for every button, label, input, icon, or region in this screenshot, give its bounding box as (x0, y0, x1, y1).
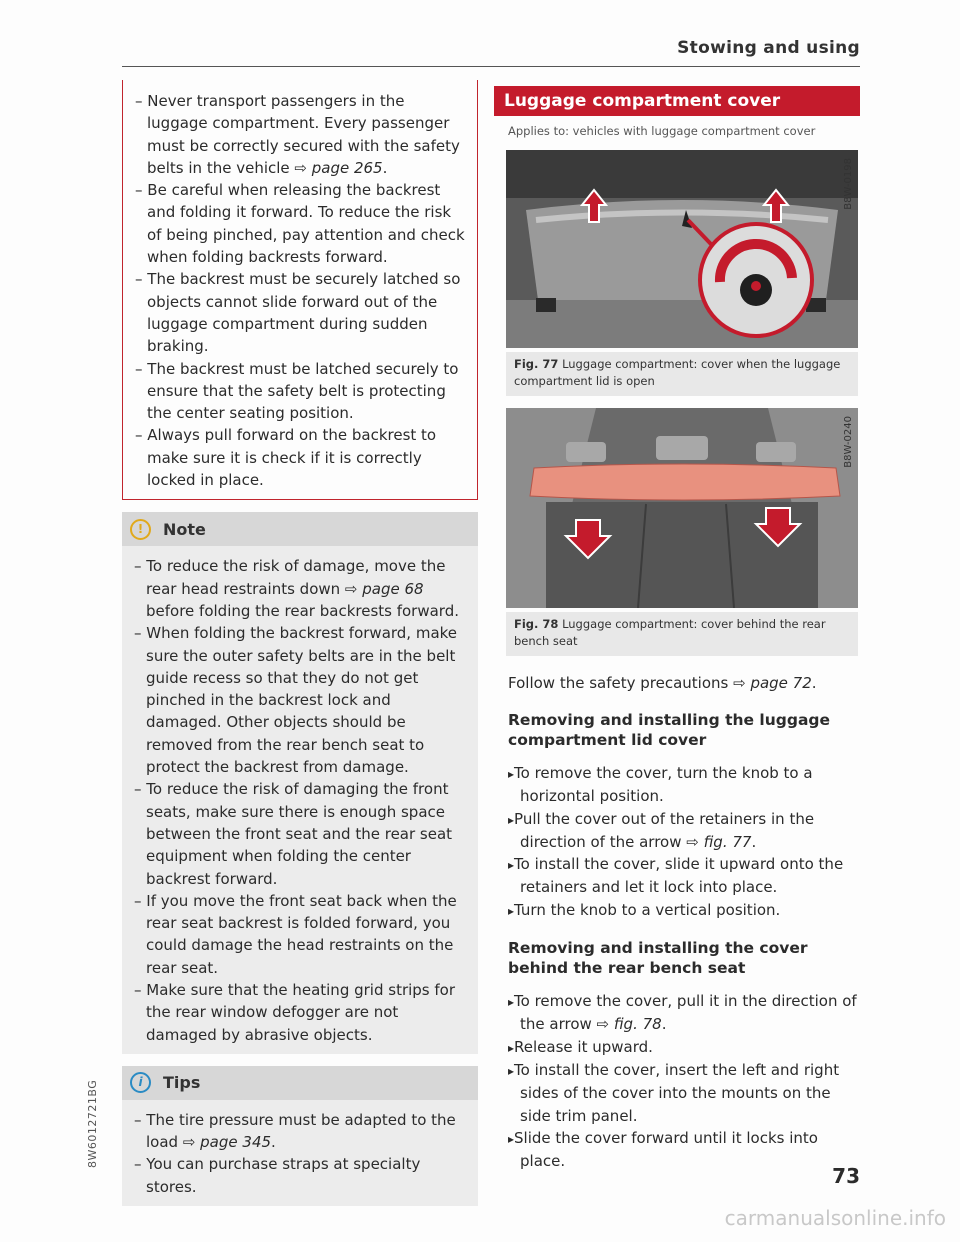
bench-step-1: ▸ To remove the cover, pull it in the direction of the arrow ⇨ fig. 78. (508, 990, 860, 1036)
fig77-code: B8W-0198 (843, 158, 854, 210)
lid-step-2: ▸ Pull the cover out of the retainers in the direction of the arrow ⇨ fig. 77. (508, 808, 860, 854)
safety-paragraph: Follow the safety precautions ⇨ page 72. (508, 674, 817, 692)
note-title: Note (163, 519, 206, 539)
lid-step-3: ▸ To install the cover, slide it upward onto the retainers and let it lock into place. (508, 853, 860, 899)
fig78-illustration (506, 408, 858, 612)
warning-list (135, 90, 465, 491)
note-item-3: – To reduce the risk of damaging the front seats, make sure there is enough space between the front seat and the rear seat equipment when folding the center backrest forward. (134, 778, 466, 889)
page-link-265[interactable]: ⇨ page 265 (294, 158, 383, 177)
warning-item-4: – The backrest must be latched securely to ensure that the safety belt is protecting the center seating position. (135, 358, 465, 425)
header-rule (122, 66, 860, 67)
bench-step-3: ▸ To install the cover, insert the left and right sides of the cover into the mounts on the side trim panel. (508, 1059, 860, 1127)
tips-body (122, 1100, 478, 1206)
info-circle-icon: i (130, 1072, 151, 1093)
page-link-345[interactable]: ⇨ page 345 (182, 1133, 272, 1152)
tips-item-2: – You can purchase straps at specialty stores. (134, 1153, 466, 1198)
warning-box (122, 80, 478, 500)
warning-item-5: – Always pull forward on the backrest to make sure it is check if it is correctly locked in place. (135, 424, 465, 491)
fig-link-78[interactable]: ⇨ fig. 78 (596, 1015, 662, 1034)
tips-header (122, 1066, 478, 1100)
tips-box (122, 1066, 478, 1206)
fig-link-77[interactable]: ⇨ fig. 77 (686, 832, 752, 851)
note-item-1: – To reduce the risk of damage, move the rear head restraints down ⇨ page 68 before folding the rear backrests forward. (134, 555, 466, 622)
fig77-caption: Fig. 77 Luggage compartment: cover when the luggage compartment lid is open (506, 352, 858, 396)
note-item-5: – Make sure that the heating grid strips for the rear window defogger are not damaged by abrasive objects. (134, 979, 466, 1046)
note-header (122, 512, 478, 546)
bench-step-4: ▸ Slide the cover forward until it locks into place. (508, 1127, 860, 1173)
page-number: 73 (832, 1164, 860, 1188)
note-item-2: – When folding the backrest forward, make sure the outer safety belts are in the belt guide recess so that they do not get pinched in the backrest lock and damaged. Other objects should be removed from the rear bench seat to protect the backrest from damage. (134, 622, 466, 778)
note-item-4: – If you move the front seat back when the rear seat backrest is folded forward, you could damage the head restraints on the rear seat. (134, 890, 466, 979)
bench-step-2: ▸ Release it upward. (508, 1036, 860, 1059)
warning-item-1: – Never transport passengers in the luggage compartment. Every passenger must be correctly secured with the safety belts in the vehicle ⇨ page 265. (135, 90, 465, 179)
fig77-illustration (506, 150, 858, 352)
subheading-bench-cover: Removing and installing the cover behind the rear bench seat (508, 939, 808, 978)
page-link-72[interactable]: ⇨ page 72 (733, 674, 812, 692)
note-body (122, 546, 478, 1054)
subheading-lid-cover: Removing and installing the luggage compartment lid cover (508, 711, 831, 749)
lid-step-4: ▸ Turn the knob to a vertical position. (508, 899, 860, 922)
left-column (122, 80, 478, 1206)
page-link-68[interactable]: ⇨ page 68 (344, 579, 424, 598)
warning-item-2: – Be careful when releasing the backrest and folding it forward. To reduce the risk of being pinched, pay attention and check when folding backrests forward. (135, 179, 465, 268)
figure-77 (506, 150, 858, 396)
note-list (134, 555, 466, 1046)
lid-step-1: ▸ To remove the cover, turn the knob to a horizontal position. (508, 762, 860, 808)
fig78-caption: Fig. 78 Luggage compartment: cover behind the rear bench seat (506, 612, 858, 656)
watermark: carmanualsonline.info (724, 1206, 946, 1230)
tips-item-1: – The tire pressure must be adapted to the load ⇨ page 345. (134, 1109, 466, 1154)
side-document-code: 8W6012721BG (86, 1079, 99, 1168)
tips-list (134, 1109, 466, 1198)
warning-item-3: – The backrest must be securely latched so objects cannot slide forward out of the luggage compartment during sudden braking. (135, 268, 465, 357)
lid-cover-steps (508, 762, 860, 922)
section-title: Luggage compartment cover (494, 86, 860, 116)
fig78-code: B8W-0240 (843, 416, 854, 468)
bench-cover-steps (508, 990, 860, 1172)
tips-title: Tips (163, 1073, 201, 1093)
running-header: Stowing and using (677, 38, 860, 58)
figure-78 (506, 408, 858, 656)
fig77-svg (506, 150, 858, 348)
applies-to: Applies to: vehicles with luggage compartment cover (508, 124, 816, 138)
note-box (122, 512, 478, 1054)
fig78-svg (506, 408, 858, 608)
right-column (494, 86, 860, 1172)
exclamation-circle-icon: ! (130, 519, 151, 540)
